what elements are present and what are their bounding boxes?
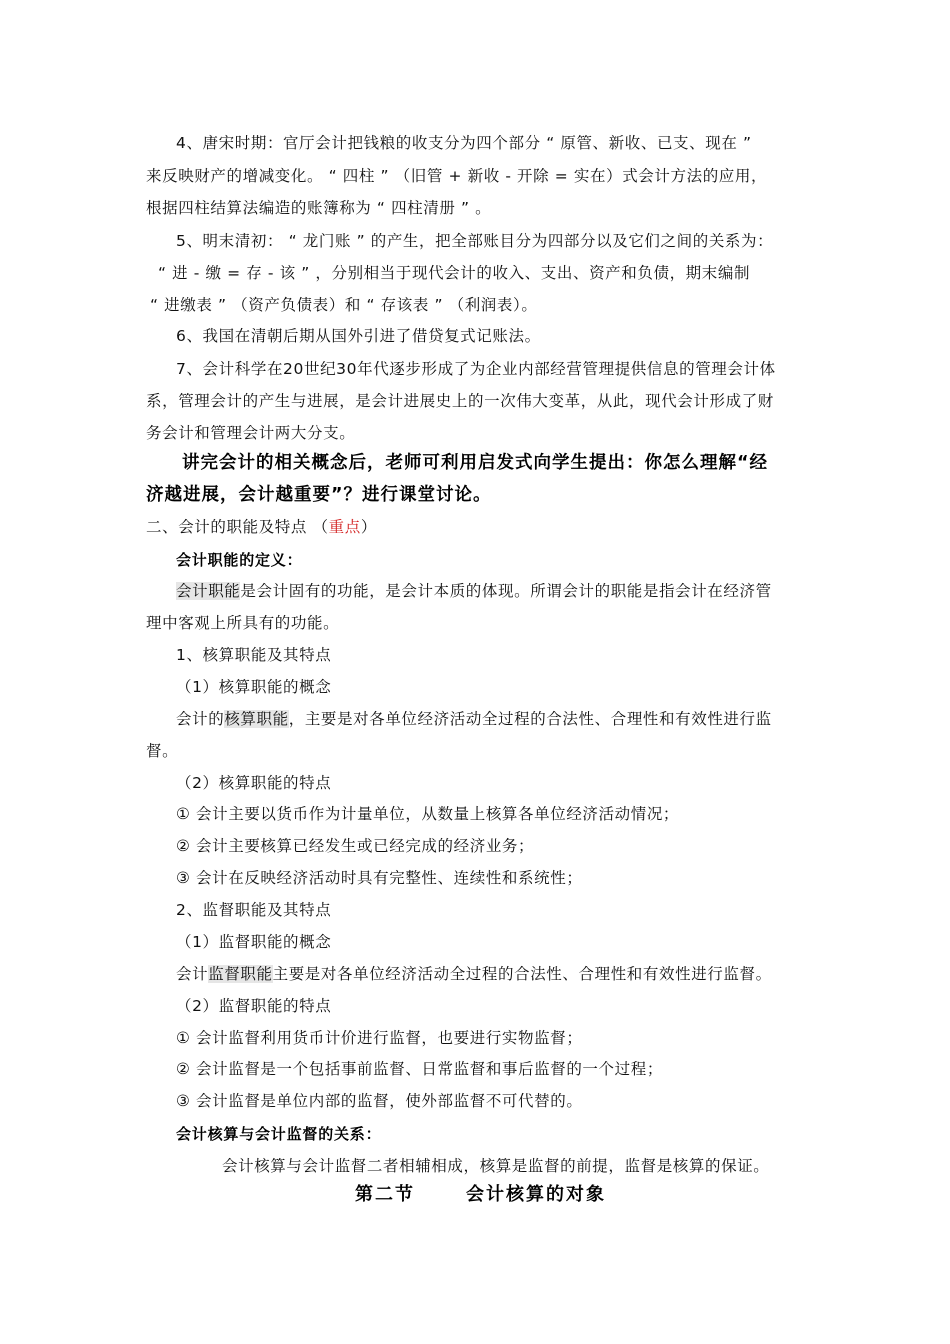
section-title: 会计核算的对象 <box>466 1184 606 1205</box>
paragraph-5-line-1: 5、明末清初： “ 龙门账 ” 的产生，把全部账目分为四部分以及它们之间的关系为： <box>176 232 774 250</box>
definition-line-1 <box>176 580 772 602</box>
section-number: 第二节 <box>355 1184 415 1205</box>
definition-heading: 会计职能的定义： <box>176 551 303 569</box>
supervision-features-heading: （2）监督职能的特点 <box>176 997 332 1015</box>
paragraph-5-line-2: “ 进 - 缴 = 存 - 该 ” ，分别相当于现代会计的收入、支出、资产和负债，期末编制 <box>158 264 751 282</box>
term-supervision-duty: 监督职能 <box>208 965 273 983</box>
supervision-concept-text: 主要是对各单位经济活动全过程的合法性、合理性和有效性进行监督。 <box>272 965 772 983</box>
supervision-feature-item: ③ 会计监督是单位内部的监督，使外部监督不可代替的。 <box>176 1092 583 1110</box>
paragraph-4-line-3: 根据四柱结算法编造的账簿称为 “ 四柱清册 ” 。 <box>146 199 492 217</box>
paragraph-4-line-2: 来反映财产的增减变化。 “ 四柱 ” （旧管 + 新收 - 开除 = 实在）式会计方法的应用， <box>146 167 768 185</box>
paragraph-7-line-2: 系，管理会计的产生与进展，是会计进展史上的一次伟大变革，从此，现代会计形成了财 <box>146 392 774 410</box>
term-accounting-function: 会计职能 <box>176 582 241 600</box>
paragraph-7-line-3: 务会计和管理会计两大分支。 <box>146 424 356 442</box>
accounting-concept-prefix: 会计的 <box>176 710 225 728</box>
supervision-concept-heading: （1）监督职能的概念 <box>176 933 332 951</box>
section-2-title <box>146 516 377 538</box>
supervision-feature-item: ① 会计监督利用货币计价进行监督，也要进行实物监督； <box>176 1029 583 1047</box>
section-2-title-close: ） <box>360 518 377 536</box>
accounting-concept-text: ，主要是对各单位经济活动全过程的合法性、合理性和有效性进行监 <box>288 710 772 728</box>
accounting-function-heading: 1、核算职能及其特点 <box>176 646 332 664</box>
definition-text: 是会计固有的功能，是会计本质的体现。所谓会计的职能是指会计在经济管 <box>240 582 772 600</box>
accounting-feature-item: ③ 会计在反映经济活动时具有完整性、连续性和系统性； <box>176 869 583 887</box>
paragraph-7-line-1: 7、会计科学在20世纪30年代逐步形成了为企业内部经营管理提供信息的管理会计体 <box>176 360 776 378</box>
accounting-feature-item: ② 会计主要核算已经发生或已经完成的经济业务； <box>176 837 535 855</box>
supervision-concept-line <box>176 963 772 985</box>
term-accounting-duty: 核算职能 <box>224 710 289 728</box>
paragraph-6: 6、我国在清朝后期从国外引进了借贷复式记账法。 <box>176 327 541 345</box>
supervision-function-heading: 2、监督职能及其特点 <box>176 901 332 919</box>
discussion-prompt-line-1: 讲完会计的相关概念后，老师可利用启发式向学生提出：你怎么理解“经 <box>182 453 768 473</box>
accounting-concept-line-2: 督。 <box>146 742 179 760</box>
supervision-concept-prefix: 会计 <box>176 965 209 983</box>
paragraph-5-line-3: “ 进缴表 ” （资产负债表）和 “ 存该表 ” （利润表）。 <box>150 296 538 314</box>
relation-heading: 会计核算与会计监督的关系： <box>176 1125 382 1143</box>
discussion-prompt-line-2: 济越进展，会计越重要”？进行课堂讨论。 <box>146 485 492 505</box>
accounting-feature-item: ① 会计主要以货币作为计量单位，从数量上核算各单位经济活动情况； <box>176 805 680 823</box>
accounting-concept-heading: （1）核算职能的概念 <box>176 678 332 696</box>
accounting-features-heading: （2）核算职能的特点 <box>176 774 332 792</box>
key-point-label: 重点 <box>328 518 361 536</box>
accounting-concept-line-1 <box>176 708 772 730</box>
definition-line-2: 理中客观上所具有的功能。 <box>146 614 340 632</box>
relation-text: 会计核算与会计监督二者相辅相成，核算是监督的前提，监督是核算的保证。 <box>222 1157 770 1175</box>
paragraph-4-line-1: 4、唐宋时期：官厅会计把钱粮的收支分为四个部分 “ 原管、新收、已支、现在 ” <box>176 134 752 152</box>
section-2-title-text: 二、会计的职能及特点 （ <box>146 518 329 536</box>
supervision-feature-item: ② 会计监督是一个包括事前监督、日常监督和事后监督的一个过程； <box>176 1060 663 1078</box>
